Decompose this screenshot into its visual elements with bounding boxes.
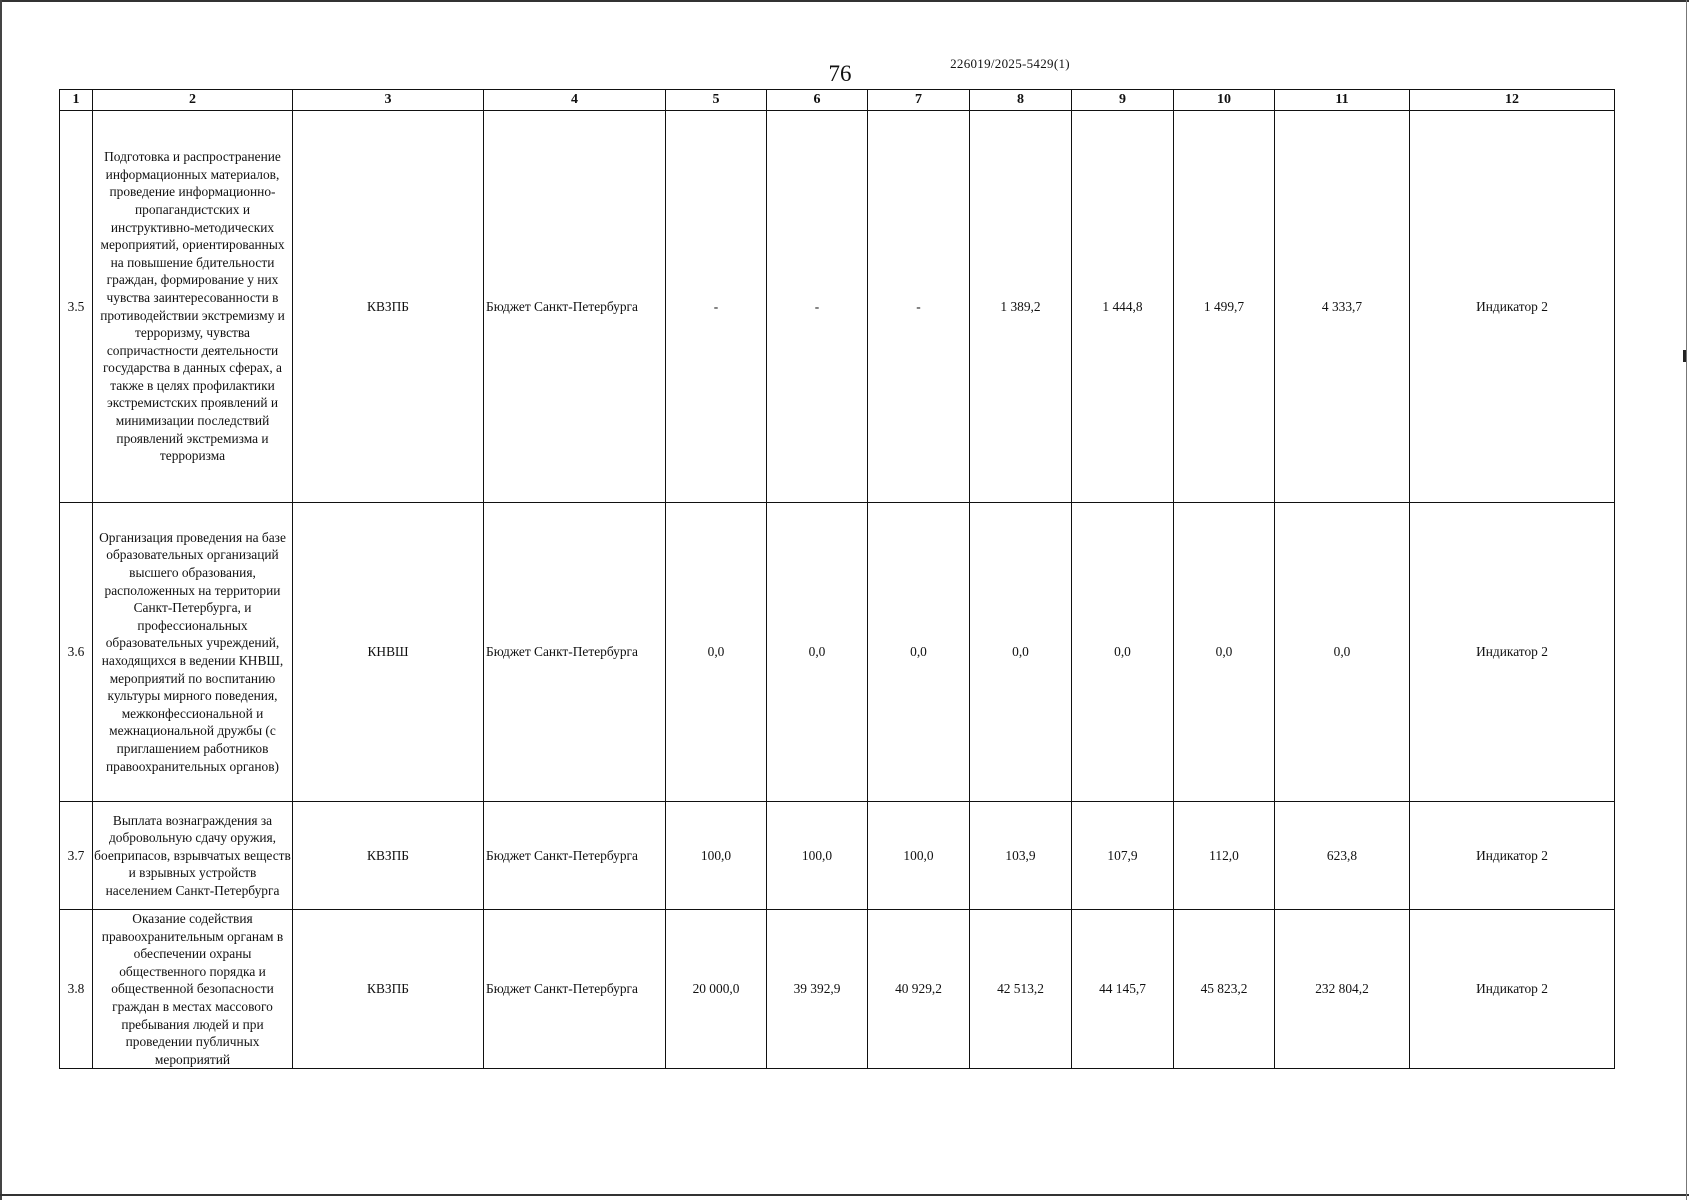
value-cell: 1 444,8 xyxy=(1072,111,1174,503)
funding-source: Бюджет Санкт-Петербурга xyxy=(484,111,666,503)
scan-mark xyxy=(1683,350,1686,362)
indicator: Индикатор 2 xyxy=(1410,910,1615,1069)
executor: КНВШ xyxy=(293,503,484,802)
table-row xyxy=(60,111,1615,503)
column-header: 3 xyxy=(293,90,484,111)
total-cell: 4 333,7 xyxy=(1275,111,1410,503)
funding-source: Бюджет Санкт-Петербурга xyxy=(484,503,666,802)
value-cell: 0,0 xyxy=(1174,503,1275,802)
value-cell: 107,9 xyxy=(1072,802,1174,910)
column-header: 2 xyxy=(93,90,293,111)
scan-border-bottom xyxy=(0,1194,1689,1196)
value-cell: 103,9 xyxy=(970,802,1072,910)
value-cell: 0,0 xyxy=(666,503,767,802)
column-header: 7 xyxy=(868,90,970,111)
value-cell: 39 392,9 xyxy=(767,910,868,1069)
value-cell: 0,0 xyxy=(970,503,1072,802)
budget-table xyxy=(59,89,1615,1069)
activity-name: Оказание содействия правоохранительным органам в обеспечении охраны общественного порядка и общественной безопасности граждан в местах массового пребывания людей и при проведении публичных мероприятий xyxy=(93,910,293,1069)
funding-source: Бюджет Санкт-Петербурга xyxy=(484,802,666,910)
value-cell: 20 000,0 xyxy=(666,910,767,1069)
value-cell: 100,0 xyxy=(767,802,868,910)
total-cell: 232 804,2 xyxy=(1275,910,1410,1069)
value-cell: 42 513,2 xyxy=(970,910,1072,1069)
value-cell: 112,0 xyxy=(1174,802,1275,910)
column-header: 4 xyxy=(484,90,666,111)
executor: КВЗПБ xyxy=(293,802,484,910)
value-cell: - xyxy=(767,111,868,503)
value-cell: 100,0 xyxy=(868,802,970,910)
value-cell: 100,0 xyxy=(666,802,767,910)
activity-name: Организация проведения на базе образовательных организаций высшего образования, расположенных на территории Санкт-Петербурга, и профессиональных образовательных учреждений, находящихся в ведении КНВШ, мероприятий по воспитанию культуры мирного поведения, межконфессиональной и межнациональной дружбы (с приглашением работников правоохранительных органов) xyxy=(93,503,293,802)
column-header: 1 xyxy=(60,90,93,111)
total-cell: 0,0 xyxy=(1275,503,1410,802)
value-cell: 1 499,7 xyxy=(1174,111,1275,503)
funding-source: Бюджет Санкт-Петербурга xyxy=(484,910,666,1069)
page-number: 76 xyxy=(828,61,852,86)
row-number: 3.8 xyxy=(60,910,93,1069)
column-header: 9 xyxy=(1072,90,1174,111)
value-cell: 45 823,2 xyxy=(1174,910,1275,1069)
indicator: Индикатор 2 xyxy=(1410,111,1615,503)
document-number: 226019/2025-5429(1) xyxy=(950,56,1070,71)
activity-name: Выплата вознаграждения за добровольную сдачу оружия, боеприпасов, взрывчатых веществ и взрывных устройств населением Санкт-Петербурга xyxy=(93,802,293,910)
column-header: 8 xyxy=(970,90,1072,111)
column-header: 12 xyxy=(1410,90,1615,111)
total-cell: 623,8 xyxy=(1275,802,1410,910)
value-cell: 1 389,2 xyxy=(970,111,1072,503)
executor: КВЗПБ xyxy=(293,910,484,1069)
table-header-row xyxy=(60,90,1615,111)
scan-border-right xyxy=(1686,0,1687,1200)
indicator: Индикатор 2 xyxy=(1410,802,1615,910)
column-header: 10 xyxy=(1174,90,1275,111)
row-number: 3.6 xyxy=(60,503,93,802)
column-header: 5 xyxy=(666,90,767,111)
scan-border-top xyxy=(0,0,1689,2)
table-row xyxy=(60,503,1615,802)
column-header: 11 xyxy=(1275,90,1410,111)
value-cell: 0,0 xyxy=(1072,503,1174,802)
row-number: 3.5 xyxy=(60,111,93,503)
value-cell: 44 145,7 xyxy=(1072,910,1174,1069)
executor: КВЗПБ xyxy=(293,111,484,503)
table-row xyxy=(60,802,1615,910)
value-cell: 0,0 xyxy=(868,503,970,802)
value-cell: 40 929,2 xyxy=(868,910,970,1069)
activity-name: Подготовка и распространение информационных материалов, проведение информационно-пропагандистских и инструктивно-методических мероприятий, ориентированных на повышение бдительности граждан, формирование у них чувства заинтересованности в противодействии экстремизму и терроризму, чувства сопричастности деятельности государства в данных сферах, а также в целях профилактики экстремистских проявлений и минимизации последствий проявлений экстремизма и терроризма xyxy=(93,111,293,503)
value-cell: 0,0 xyxy=(767,503,868,802)
value-cell: - xyxy=(868,111,970,503)
value-cell: - xyxy=(666,111,767,503)
column-header: 6 xyxy=(767,90,868,111)
row-number: 3.7 xyxy=(60,802,93,910)
indicator: Индикатор 2 xyxy=(1410,503,1615,802)
table-row xyxy=(60,910,1615,1069)
scan-border-left xyxy=(0,0,2,1200)
